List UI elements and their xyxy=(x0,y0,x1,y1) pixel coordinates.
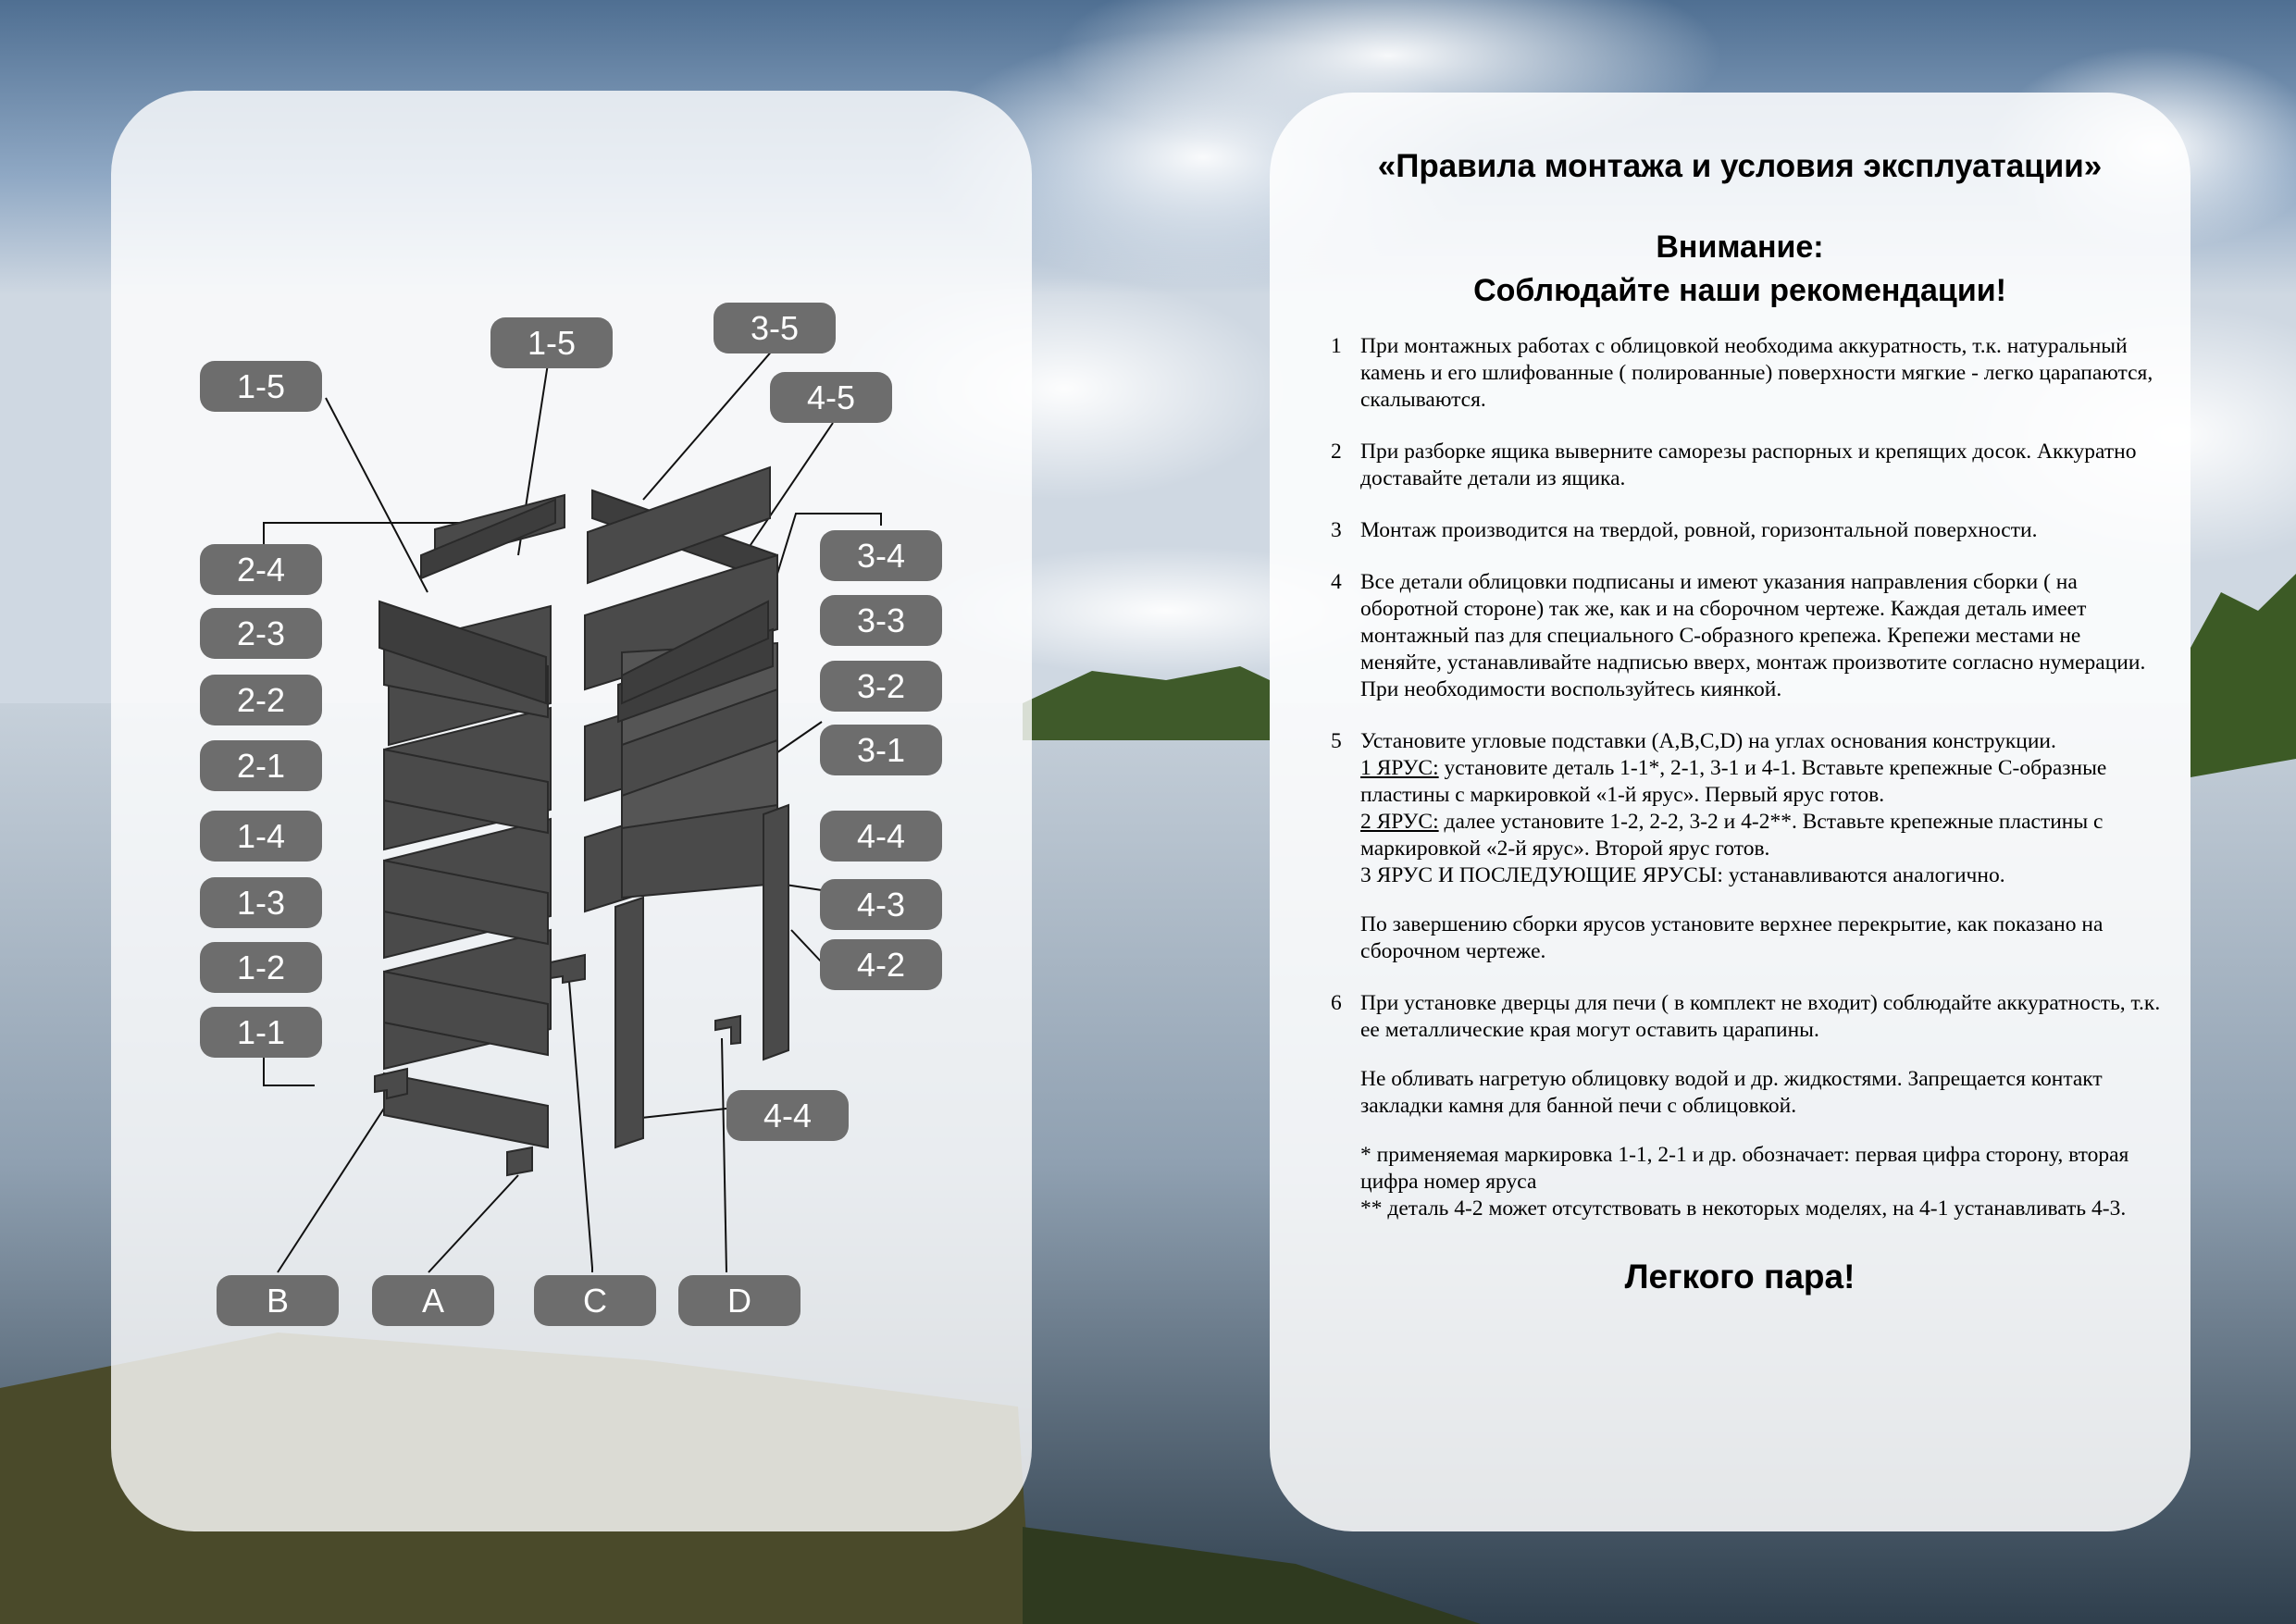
item-number: 5 xyxy=(1331,729,1342,753)
instructions-document xyxy=(1314,93,2166,1296)
instruction-item-2 xyxy=(1314,439,2166,492)
attention-line-2: Соблюдайте наши рекомендации! xyxy=(1473,273,2006,308)
instruction-item-4 xyxy=(1314,569,2166,703)
after-assembly-note: По завершению сборки ярусов установите верхнее перекрытие, как показано на сборочном чертеже. xyxy=(1360,912,2104,963)
tier-1-text: установите деталь 1-1*, 2-1, 3-1 и 4-1. Вставьте крепежные С-образные пластины с маркировкой «1-й ярус». Первый ярус готов. xyxy=(1360,756,2107,807)
instruction-list xyxy=(1314,333,2166,1222)
part-tag-4-4-right: 4-4 xyxy=(820,811,942,862)
attention-heading xyxy=(1314,226,2166,313)
part-tag-3-4: 3-4 xyxy=(820,530,942,581)
part-tag-d: D xyxy=(678,1275,800,1326)
part-tag-4-4-bottom: 4-4 xyxy=(726,1090,849,1141)
item-number: 3 xyxy=(1331,518,1342,542)
item-number: 4 xyxy=(1331,570,1342,594)
part-tag-c: C xyxy=(534,1275,656,1326)
item-number: 2 xyxy=(1331,440,1342,464)
tier-1-label: 1 ЯРУС: xyxy=(1360,756,1439,780)
part-tag-4-3: 4-3 xyxy=(820,879,942,930)
part-tag-b: B xyxy=(217,1275,339,1326)
part-tag-1-4: 1-4 xyxy=(200,811,322,862)
part-tag-2-3: 2-3 xyxy=(200,608,322,659)
part-tag-1-3: 1-3 xyxy=(200,877,322,928)
tier-2-step xyxy=(1360,809,2166,862)
item-text: При разборке ящика выверните саморезы распорных и крепящих досок. Аккуратно доставайте детали из ящика. xyxy=(1360,440,2137,490)
part-tag-2-2: 2-2 xyxy=(200,675,322,725)
item-number: 6 xyxy=(1331,991,1342,1015)
part-tag-4-2: 4-2 xyxy=(820,939,942,990)
tier-3-step: 3 ЯРУС И ПОСЛЕДУЮЩИЕ ЯРУСЫ: устанавливаются аналогично. xyxy=(1360,863,2005,887)
part-tag-3-3: 3-3 xyxy=(820,595,942,646)
item-text: При монтажных работах с облицовкой необходима аккуратность, т.к. натуральный камень и его шлифованные ( полированные) поверхности мягкие - легко царапаются, скалываются. xyxy=(1360,334,2153,412)
part-tag-a: A xyxy=(372,1275,494,1326)
item-text: Все детали облицовки подписаны и имеют указания направления сборки ( на оборотной стороне) так же, как и на сборочном чертеже. Каждая деталь имеет монтажный паз для специального С-образного крепежа. Крепежи местами не меняйте, устанавливайте надписью вверх, монтаж произвотите согласно нумерации. При необходимости воспользуйтесь киянкой. xyxy=(1360,570,2146,701)
tier-1-step xyxy=(1360,755,2166,809)
closing-wish: Легкого пара! xyxy=(1624,1258,1855,1295)
part-tag-3-1: 3-1 xyxy=(820,725,942,775)
instruction-item-6 xyxy=(1314,990,2166,1222)
part-tag-4-5: 4-5 xyxy=(770,372,892,423)
part-tag-1-1: 1-1 xyxy=(200,1007,322,1058)
footnote-1: * применяемая маркировка 1-1, 2-1 и др. обозначает: первая цифра сторону, вторая цифра номер яруса xyxy=(1360,1143,2129,1194)
item-text: При установке дверцы для печи ( в комплект не входит) соблюдайте аккуратность, т.к. ее металлические края могут оставить царапины. xyxy=(1360,991,2161,1042)
part-tag-3-2: 3-2 xyxy=(820,661,942,712)
attention-line-1: Внимание: xyxy=(1656,229,1824,265)
tier-2-label: 2 ЯРУС: xyxy=(1360,810,1439,834)
item-text: Монтаж производится на твердой, ровной, горизонтальной поверхности. xyxy=(1360,518,2038,542)
instruction-item-5 xyxy=(1314,728,2166,965)
instruction-item-3 xyxy=(1314,517,2166,544)
part-tag-1-2: 1-2 xyxy=(200,942,322,993)
part-tag-2-1: 2-1 xyxy=(200,740,322,791)
footnote-2: ** деталь 4-2 может отсутствовать в некоторых моделях, на 4-1 устанавливать 4-3. xyxy=(1360,1196,2127,1221)
part-tag-1-5-left: 1-5 xyxy=(200,361,322,412)
part-tag-1-5-top: 1-5 xyxy=(490,317,613,368)
stove-panels xyxy=(375,467,788,1175)
part-tag-3-5: 3-5 xyxy=(714,303,836,353)
part-tag-2-4: 2-4 xyxy=(200,544,322,595)
instruction-item-1 xyxy=(1314,333,2166,414)
tier-2-text: далее установите 1-2, 2-2, 3-2 и 4-2**. Вставьте крепежные пластины с маркировкой «2-й ярус». Второй ярус готов. xyxy=(1360,810,2104,861)
document-title: «Правила монтажа и условия эксплуатации» xyxy=(1377,148,2103,184)
item-text: Установите угловые подставки (A,B,C,D) на углах основания конструкции. xyxy=(1360,729,2056,753)
item-number: 1 xyxy=(1331,334,1342,358)
water-warning: Не обливать нагретую облицовку водой и др. жидкостями. Запрещается контакт закладки камня для банной печи с облицовкой. xyxy=(1360,1067,2103,1118)
